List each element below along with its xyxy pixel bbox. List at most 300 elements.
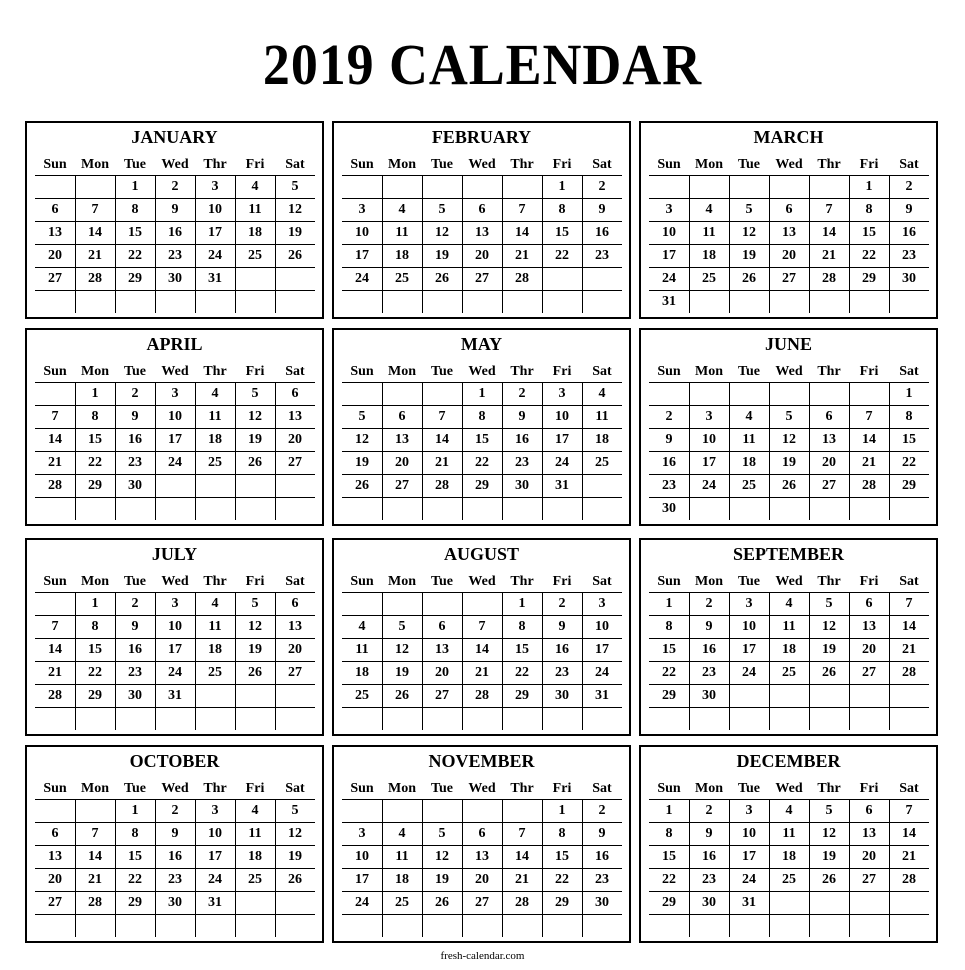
day-cell: 20 [395,455,409,470]
day-cell: 15 [555,849,569,864]
day-cell: 19 [435,248,449,263]
grid-rule [649,290,929,291]
weekday-header: Thr [817,781,841,796]
day-cell: 16 [168,225,182,240]
day-cell: 10 [595,619,609,634]
day-cell: 31 [555,478,569,493]
day-cell: 28 [88,895,102,910]
month-september [639,538,938,736]
weekday-header: Wed [775,364,803,379]
day-cell: 6 [291,386,299,401]
grid-separator [382,799,383,937]
day-cell: 18 [742,455,756,470]
weekday-header: Wed [468,781,496,796]
day-cell: 24 [168,665,182,680]
weekday-header: Tue [430,574,454,589]
day-cell: 15 [128,225,142,240]
day-cell: 9 [598,202,606,217]
day-cell: 7 [478,619,486,634]
weekday-header: Wed [775,157,803,172]
weekday-header: Thr [510,574,534,589]
day-cell: 28 [862,478,876,493]
weekday-header: Tue [430,157,454,172]
day-cell: 19 [288,849,302,864]
day-cell: 10 [555,409,569,424]
day-cell: 29 [862,271,876,286]
weekday-header: Mon [695,574,723,589]
day-cell: 13 [822,432,836,447]
day-cell: 4 [211,596,219,611]
day-cell: 25 [248,248,262,263]
day-cell: 15 [515,642,529,657]
day-cell: 7 [91,826,99,841]
weekday-header: Fri [552,364,572,379]
day-cell: 9 [705,619,713,634]
day-cell: 17 [355,872,369,887]
day-cell: 23 [902,248,916,263]
day-cell: 5 [291,179,299,194]
day-cell: 22 [555,872,569,887]
day-cell: 8 [131,826,139,841]
day-cell: 10 [355,849,369,864]
day-cell: 30 [128,688,142,703]
day-cell: 7 [51,619,59,634]
day-cell: 20 [862,849,876,864]
day-cell: 14 [88,849,102,864]
weekday-header: Sat [592,574,612,589]
day-cell: 19 [435,872,449,887]
day-cell: 11 [702,225,716,240]
weekday-header: Thr [203,157,227,172]
grid-rule [649,914,929,915]
day-cell: 20 [288,432,302,447]
weekday-header: Mon [695,781,723,796]
day-cell: 8 [665,619,673,634]
day-cell: 11 [208,619,222,634]
day-cell: 13 [48,225,62,240]
day-cell: 5 [251,386,259,401]
day-cell: 25 [742,478,756,493]
day-cell: 7 [865,409,873,424]
weekday-header: Sat [592,781,612,796]
day-cell: 26 [822,872,836,887]
weekday-header: Mon [388,364,416,379]
day-cell: 9 [171,826,179,841]
day-cell: 29 [128,271,142,286]
day-cell: 27 [862,665,876,680]
day-cell: 26 [822,665,836,680]
day-cell: 31 [742,895,756,910]
day-cell: 21 [48,665,62,680]
month-name: JUNE [764,334,812,354]
day-cell: 23 [555,665,569,680]
weekday-header: Sat [285,157,305,172]
day-cell: 20 [435,665,449,680]
weekday-header: Sun [43,364,67,379]
weekday-header: Sun [43,574,67,589]
grid-separator [502,175,503,313]
day-cell: 18 [395,248,409,263]
weekday-header: Sun [657,364,681,379]
weekday-header: Tue [123,364,147,379]
day-cell: 2 [518,386,526,401]
day-cell: 27 [475,271,489,286]
weekday-header: Sun [350,157,374,172]
day-cell: 1 [91,596,99,611]
grid-rule [35,707,315,708]
day-cell: 31 [168,688,182,703]
grid-separator [422,799,423,937]
weekday-header: Wed [775,781,803,796]
month-april [25,328,324,526]
day-cell: 1 [665,803,673,818]
day-cell: 7 [51,409,59,424]
month-name: NOVEMBER [428,751,535,771]
weekday-header: Sun [657,157,681,172]
day-cell: 12 [822,619,836,634]
month-grid [342,776,622,938]
weekday-header: Mon [388,157,416,172]
day-cell: 31 [595,688,609,703]
day-cell: 22 [128,248,142,263]
month-grid [35,569,315,731]
day-cell: 11 [395,225,409,240]
day-cell: 22 [662,665,676,680]
day-cell: 28 [902,665,916,680]
weekday-header: Wed [161,574,189,589]
day-cell: 3 [745,596,753,611]
day-cell: 8 [558,826,566,841]
day-cell: 26 [742,271,756,286]
day-cell: 22 [662,872,676,887]
month-name: AUGUST [443,544,519,564]
day-cell: 3 [358,202,366,217]
day-cell: 11 [355,642,369,657]
day-cell: 13 [288,409,302,424]
day-cell: 25 [208,455,222,470]
day-cell: 4 [251,803,259,818]
day-cell: 30 [128,478,142,493]
day-cell: 5 [785,409,793,424]
day-cell: 18 [395,872,409,887]
day-cell: 21 [475,665,489,680]
day-cell: 21 [515,872,529,887]
day-cell: 14 [435,432,449,447]
weekday-header: Thr [203,781,227,796]
day-cell: 14 [515,225,529,240]
weekday-header: Thr [203,364,227,379]
day-cell: 4 [398,826,406,841]
day-cell: 19 [822,642,836,657]
day-cell: 2 [171,179,179,194]
day-cell: 16 [168,849,182,864]
day-cell: 30 [595,895,609,910]
day-cell: 19 [355,455,369,470]
day-cell: 14 [88,225,102,240]
weekday-header: Mon [81,574,109,589]
day-cell: 4 [211,386,219,401]
day-cell: 22 [88,665,102,680]
month-october [25,745,324,943]
day-cell: 7 [438,409,446,424]
day-cell: 9 [131,409,139,424]
month-march [639,121,938,319]
day-cell: 26 [288,872,302,887]
day-cell: 14 [48,432,62,447]
day-cell: 23 [595,872,609,887]
day-cell: 2 [905,179,913,194]
day-cell: 7 [905,803,913,818]
day-cell: 11 [395,849,409,864]
day-cell: 11 [248,826,262,841]
day-cell: 24 [355,271,369,286]
day-cell: 22 [128,872,142,887]
day-cell: 29 [902,478,916,493]
day-cell: 17 [742,849,756,864]
day-cell: 17 [555,432,569,447]
day-cell: 2 [665,409,673,424]
day-cell: 17 [208,849,222,864]
day-cell: 6 [291,596,299,611]
month-grid [35,152,315,314]
footer-credit: fresh-calendar.com [440,950,525,962]
day-cell: 31 [662,294,676,309]
day-cell: 6 [478,202,486,217]
grid-separator [422,175,423,313]
day-cell: 18 [782,642,796,657]
day-cell: 15 [88,432,102,447]
day-cell: 25 [248,872,262,887]
day-cell: 28 [88,271,102,286]
day-cell: 26 [355,478,369,493]
day-cell: 5 [398,619,406,634]
day-cell: 15 [902,432,916,447]
day-cell: 20 [48,248,62,263]
weekday-header: Wed [468,364,496,379]
weekday-header: Sat [899,157,919,172]
grid-separator [462,799,463,937]
day-cell: 18 [208,432,222,447]
weekday-header: Wed [468,157,496,172]
grid-separator [809,382,810,520]
day-cell: 20 [288,642,302,657]
weekday-header: Fri [245,574,265,589]
grid-rule [342,707,622,708]
day-cell: 9 [905,202,913,217]
day-cell: 4 [398,202,406,217]
day-cell: 4 [785,596,793,611]
day-cell: 28 [515,271,529,286]
day-cell: 9 [665,432,673,447]
weekday-header: Fri [859,157,879,172]
day-cell: 21 [435,455,449,470]
day-cell: 12 [248,619,262,634]
day-cell: 29 [475,478,489,493]
day-cell: 8 [865,202,873,217]
grid-separator [809,175,810,313]
day-cell: 14 [902,619,916,634]
day-cell: 23 [595,248,609,263]
day-cell: 1 [478,386,486,401]
day-cell: 23 [702,872,716,887]
day-cell: 11 [782,619,796,634]
day-cell: 5 [438,826,446,841]
day-cell: 28 [435,478,449,493]
day-cell: 2 [705,596,713,611]
day-cell: 31 [208,895,222,910]
month-february [332,121,631,319]
day-cell: 23 [128,665,142,680]
day-cell: 24 [208,248,222,263]
weekday-header: Fri [552,157,572,172]
grid-separator [849,382,850,520]
day-cell: 29 [88,478,102,493]
day-cell: 8 [905,409,913,424]
day-cell: 25 [208,665,222,680]
weekday-header: Sun [657,781,681,796]
day-cell: 22 [515,665,529,680]
day-cell: 8 [478,409,486,424]
day-cell: 13 [475,849,489,864]
day-cell: 2 [171,803,179,818]
day-cell: 1 [131,803,139,818]
day-cell: 17 [742,642,756,657]
day-cell: 20 [475,248,489,263]
day-cell: 8 [518,619,526,634]
day-cell: 12 [248,409,262,424]
day-cell: 2 [131,386,139,401]
weekday-header: Mon [81,781,109,796]
weekday-header: Sat [285,364,305,379]
day-cell: 23 [128,455,142,470]
day-cell: 11 [742,432,756,447]
day-cell: 4 [358,619,366,634]
day-cell: 18 [702,248,716,263]
grid-rule [342,497,622,498]
weekday-header: Tue [430,781,454,796]
day-cell: 24 [555,455,569,470]
day-cell: 14 [48,642,62,657]
month-name: JANUARY [131,127,218,147]
day-cell: 2 [598,179,606,194]
day-cell: 16 [595,225,609,240]
weekday-header: Wed [161,364,189,379]
weekday-header: Thr [817,364,841,379]
day-cell: 1 [865,179,873,194]
weekday-header: Fri [245,364,265,379]
day-cell: 4 [705,202,713,217]
grid-rule [35,290,315,291]
day-cell: 28 [475,688,489,703]
month-grid [35,776,315,938]
weekday-header: Tue [123,781,147,796]
day-cell: 25 [782,872,796,887]
day-cell: 13 [862,619,876,634]
grid-separator [382,382,383,520]
day-cell: 18 [248,225,262,240]
day-cell: 25 [702,271,716,286]
day-cell: 26 [395,688,409,703]
day-cell: 15 [662,849,676,864]
day-cell: 19 [742,248,756,263]
day-cell: 16 [902,225,916,240]
day-cell: 1 [131,179,139,194]
weekday-header: Tue [737,781,761,796]
day-cell: 21 [902,642,916,657]
month-name: SEPTEMBER [732,544,845,564]
day-cell: 16 [555,642,569,657]
grid-rule [649,382,929,383]
day-cell: 25 [395,271,409,286]
day-cell: 13 [862,826,876,841]
day-cell: 16 [702,642,716,657]
day-cell: 5 [438,202,446,217]
day-cell: 27 [435,688,449,703]
grid-separator [422,592,423,730]
weekday-header: Sun [657,574,681,589]
day-cell: 15 [475,432,489,447]
day-cell: 11 [782,826,796,841]
day-cell: 12 [822,826,836,841]
weekday-header: Sun [43,157,67,172]
day-cell: 24 [168,455,182,470]
day-cell: 30 [168,895,182,910]
day-cell: 24 [742,665,756,680]
day-cell: 5 [745,202,753,217]
weekday-header: Thr [817,157,841,172]
day-cell: 12 [288,202,302,217]
month-grid [342,569,622,731]
day-cell: 5 [291,803,299,818]
day-cell: 22 [555,248,569,263]
weekday-header: Fri [245,781,265,796]
day-cell: 24 [662,271,676,286]
month-june [639,328,938,526]
day-cell: 28 [48,688,62,703]
day-cell: 10 [168,619,182,634]
day-cell: 30 [662,501,676,516]
day-cell: 27 [288,665,302,680]
day-cell: 5 [358,409,366,424]
day-cell: 6 [478,826,486,841]
day-cell: 1 [518,596,526,611]
grid-separator [382,592,383,730]
day-cell: 27 [822,478,836,493]
weekday-header: Tue [123,157,147,172]
day-cell: 7 [825,202,833,217]
month-name: APRIL [146,334,203,354]
day-cell: 6 [398,409,406,424]
day-cell: 15 [862,225,876,240]
weekday-header: Thr [817,574,841,589]
month-november [332,745,631,943]
day-cell: 29 [555,895,569,910]
month-january [25,121,324,319]
day-cell: 30 [515,478,529,493]
day-cell: 22 [475,455,489,470]
day-cell: 26 [248,665,262,680]
grid-separator [422,382,423,520]
weekday-header: Wed [161,781,189,796]
weekday-header: Wed [161,157,189,172]
weekday-header: Mon [695,157,723,172]
day-cell: 7 [518,202,526,217]
day-cell: 13 [475,225,489,240]
day-cell: 19 [395,665,409,680]
day-cell: 9 [518,409,526,424]
day-cell: 20 [862,642,876,657]
day-cell: 12 [742,225,756,240]
